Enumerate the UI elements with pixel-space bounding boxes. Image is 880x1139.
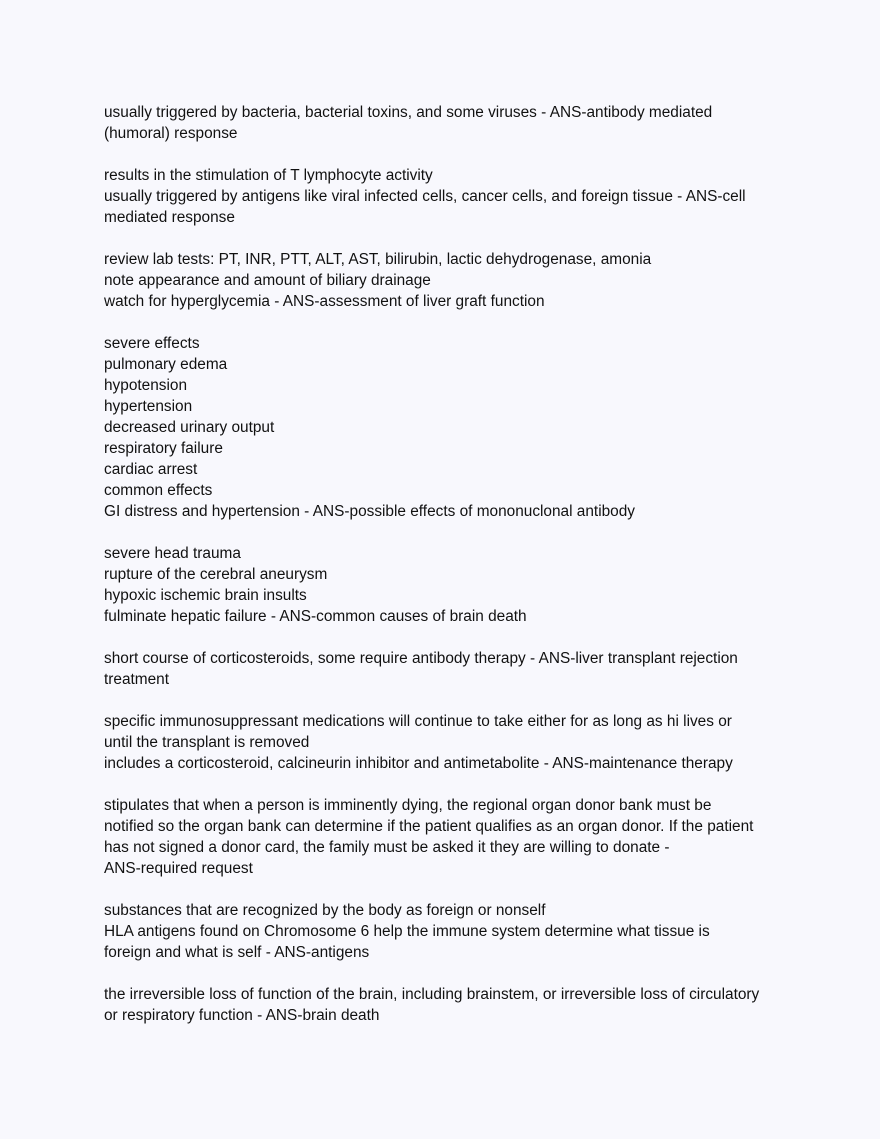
- text-line: short course of corticosteroids, some require antibody therapy - ANS-liver transplant rejection: [104, 650, 738, 667]
- entry-brain-death-causes: [104, 543, 794, 627]
- text-line: severe effects: [104, 335, 200, 352]
- entry-antigens: [104, 900, 794, 963]
- text-line: or respiratory function - ANS-brain death: [104, 1007, 380, 1024]
- document-page: [104, 102, 794, 1047]
- text-line: hypertension: [104, 398, 193, 415]
- text-line: GI distress and hypertension - ANS-possible effects of mononuclonal antibody: [104, 503, 635, 520]
- entry-humoral-response: [104, 102, 794, 144]
- text-line: mediated response: [104, 209, 235, 226]
- text-line: cardiac arrest: [104, 461, 198, 478]
- text-line: until the transplant is removed: [104, 734, 310, 751]
- text-line: hypotension: [104, 377, 188, 394]
- entry-liver-graft-assessment: [104, 249, 794, 312]
- text-line: (humoral) response: [104, 125, 238, 142]
- text-line: specific immunosuppressant medications will continue to take either for as long as hi lives or: [104, 713, 732, 730]
- text-line: rupture of the cerebral aneurysm: [104, 566, 328, 583]
- text-line: has not signed a donor card, the family must be asked it they are willing to donate -: [104, 839, 670, 856]
- entry-cell-mediated-response: [104, 165, 794, 228]
- text-line: review lab tests: PT, INR, PTT, ALT, AST, bilirubin, lactic dehydrogenase, amonia: [104, 251, 652, 268]
- text-line: decreased urinary output: [104, 419, 275, 436]
- entry-maintenance-therapy: [104, 711, 794, 774]
- text-line: common effects: [104, 482, 213, 499]
- entry-brain-death: [104, 984, 794, 1026]
- text-line: ANS-required request: [104, 860, 253, 877]
- text-line: includes a corticosteroid, calcineurin inhibitor and antimetabolite - ANS-maintenance therapy: [104, 755, 733, 772]
- text-line: substances that are recognized by the body as foreign or nonself: [104, 902, 546, 919]
- text-line: treatment: [104, 671, 170, 688]
- text-line: usually triggered by antigens like viral infected cells, cancer cells, and foreign tissue - ANS-cell: [104, 188, 746, 205]
- text-line: foreign and what is self - ANS-antigens: [104, 944, 370, 961]
- text-line: results in the stimulation of T lymphocyte activity: [104, 167, 433, 184]
- text-line: hypoxic ischemic brain insults: [104, 587, 307, 604]
- text-line: note appearance and amount of biliary drainage: [104, 272, 431, 289]
- text-line: notified so the organ bank can determine if the patient qualifies as an organ donor. If the patient: [104, 818, 754, 835]
- text-line: respiratory failure: [104, 440, 223, 457]
- text-line: the irreversible loss of function of the brain, including brainstem, or irreversible loss of circulatory: [104, 986, 760, 1003]
- text-line: HLA antigens found on Chromosome 6 help the immune system determine what tissue is: [104, 923, 710, 940]
- entry-required-request: [104, 795, 794, 879]
- text-line: severe head trauma: [104, 545, 241, 562]
- text-line: stipulates that when a person is imminently dying, the regional organ donor bank must be: [104, 797, 712, 814]
- text-line: usually triggered by bacteria, bacterial toxins, and some viruses - ANS-antibody mediated: [104, 104, 713, 121]
- entry-monoclonal-antibody-effects: [104, 333, 794, 522]
- entry-rejection-treatment: [104, 648, 794, 690]
- text-line: fulminate hepatic failure - ANS-common causes of brain death: [104, 608, 527, 625]
- text-line: pulmonary edema: [104, 356, 228, 373]
- text-line: watch for hyperglycemia - ANS-assessment of liver graft function: [104, 293, 545, 310]
